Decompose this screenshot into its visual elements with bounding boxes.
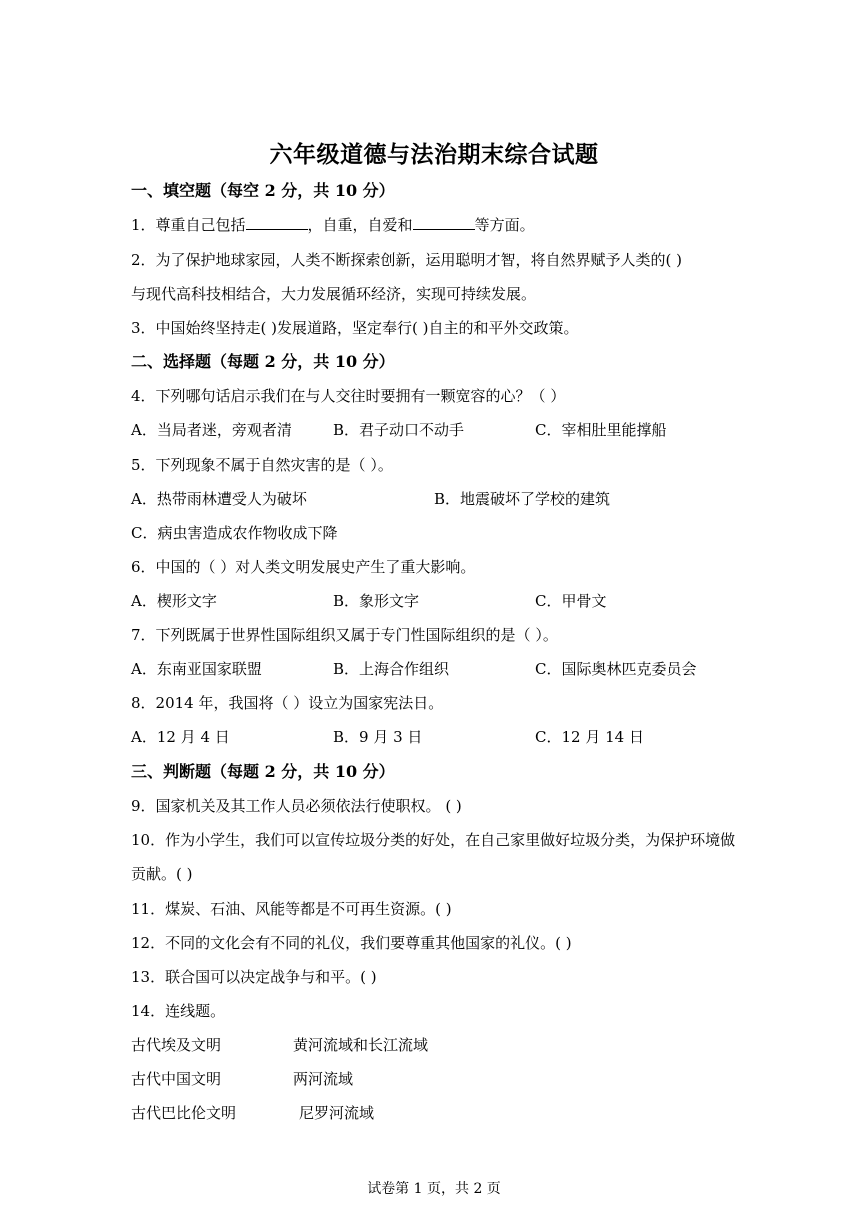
question-13: 13．联合国可以决定战争与和平。( ) (131, 968, 377, 986)
question-4-stem: 4．下列哪句话启示我们在与人交往时要拥有一颗宽容的心？（ ） (131, 387, 566, 405)
section-fill-heading: 一、填空题（每空 2 分，共 10 分） (131, 181, 395, 200)
q6-option-b: B．象形文字 (333, 592, 420, 610)
q7-option-c: C．国际奥林匹克委员会 (535, 660, 697, 678)
q6-option-a: A．楔形文字 (131, 592, 217, 610)
question-2-line-1: 2．为了保护地球家园，人类不断探索创新，运用聪明才智，将自然界赋予人类的( ) (131, 251, 683, 269)
q14-left-item: 古代巴比伦文明 (131, 1104, 237, 1122)
question-5-stem: 5．下列现象不属于自然灾害的是（ ）。 (131, 456, 393, 474)
q5-option-a: A．热带雨林遭受人为破坏 (131, 490, 307, 508)
question-2-line-2: 与现代高科技相结合，大力发展循环经济，实现可持续发展。 (131, 285, 537, 303)
q14-right-item: 尼罗河流域 (299, 1104, 375, 1122)
q6-option-c: C．甲骨文 (535, 592, 607, 610)
q7-option-b: B．上海合作组织 (333, 660, 450, 678)
q7-option-a: A．东南亚国家联盟 (131, 660, 262, 678)
q4-option-c: C．宰相肚里能撑船 (535, 421, 667, 439)
question-3: 3．中国始终坚持走( )发展道路，坚定奉行( )自主的和平外交政策。 (131, 319, 579, 337)
question-8-stem: 8．2014 年，我国将（ ）设立为国家宪法日。 (131, 694, 444, 712)
q1-blank-1 (246, 215, 308, 230)
question-9: 9．国家机关及其工作人员必须依法行使职权。 ( ) (131, 797, 462, 815)
question-6-stem: 6．中国的（ ）对人类文明发展史产生了重大影响。 (131, 558, 476, 576)
question-1 (131, 215, 535, 235)
question-10-line-1: 10．作为小学生，我们可以宣传垃圾分类的好处，在自己家里做好垃圾分类，为保护环境做 (131, 831, 736, 849)
section-judge-heading: 三、判断题（每题 2 分，共 10 分） (131, 762, 395, 781)
q1-text-b: ，自重，自爱和 (307, 216, 413, 234)
q5-option-b: B．地震破坏了学校的建筑 (434, 490, 611, 508)
q1-text-a: 1．尊重自己包括 (131, 216, 246, 234)
question-14-stem: 14．连线题。 (131, 1002, 226, 1020)
q1-blank-2 (413, 215, 475, 230)
q4-option-b: B．君子动口不动手 (333, 421, 465, 439)
question-11: 11．煤炭、石油、风能等都是不可再生资源。( ) (131, 900, 452, 918)
q8-option-a: A．12 月 4 日 (131, 728, 230, 746)
q14-left-item: 古代埃及文明 (131, 1036, 222, 1054)
question-12: 12．不同的文化会有不同的礼仪，我们要尊重其他国家的礼仪。( ) (131, 934, 572, 952)
q14-right-item: 两河流域 (293, 1070, 354, 1088)
q4-option-a: A．当局者迷，旁观者清 (131, 421, 292, 439)
q8-option-c: C．12 月 14 日 (535, 728, 644, 746)
q14-left-item: 古代中国文明 (131, 1070, 222, 1088)
q14-right-item: 黄河流域和长江流域 (293, 1036, 429, 1054)
q8-option-b: B．9 月 3 日 (333, 728, 423, 746)
q1-text-c: 等方面。 (474, 216, 535, 234)
page-footer: 试卷第 1 页，共 2 页 (367, 1181, 501, 1197)
section-choice-heading: 二、选择题（每题 2 分，共 10 分） (131, 352, 395, 371)
q5-option-c: C．病虫害造成农作物收成下降 (131, 524, 338, 542)
exam-title: 六年级道德与法治期末综合试题 (269, 141, 599, 168)
question-10-line-2: 贡献。( ) (131, 865, 193, 883)
question-7-stem: 7．下列既属于世界性国际组织又属于专门性国际组织的是（ ）。 (131, 626, 558, 644)
